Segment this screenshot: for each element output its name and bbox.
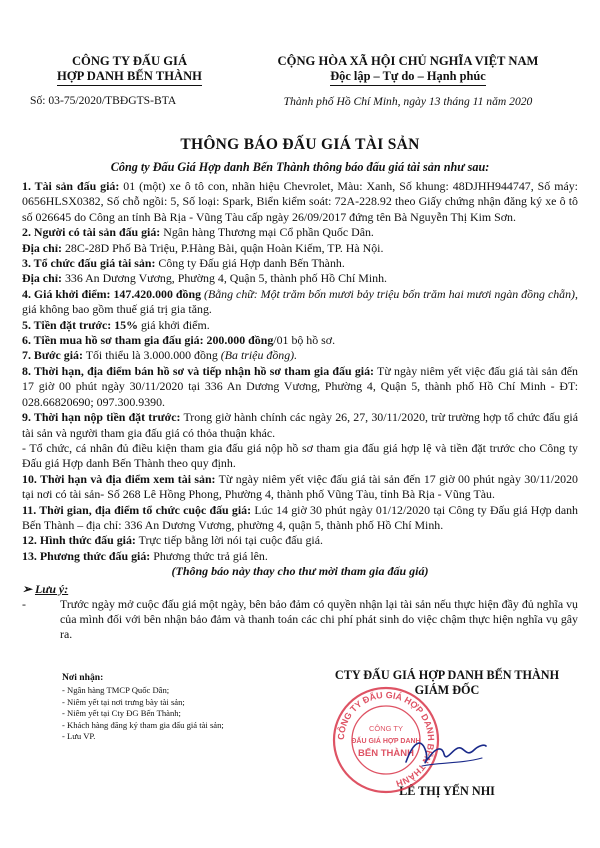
item-5: 5. Tiền đặt trước: 15% giá khởi điểm. — [22, 317, 210, 332]
item-11: 11. Thời gian, địa điểm tổ chức cuộc đấu giá: Lúc 14 giờ 30 phút ngày 01/12/2020 tại Công ty Đấu giá Hợp danh Bến Thành – địa chỉ: 336 An Dương Vương, phường 4, quận 5, thành phố Hồ Chí Minh. — [22, 502, 578, 532]
item-2: 2. Người có tài sản đấu giá: Ngân hàng Thương mại Cổ phần Quốc Dân. — [22, 225, 374, 240]
stamp-ring-text: CÔNG TY ĐẤU GIÁ HỢP DANH BẾN THÀNH — [335, 689, 437, 789]
national-heading-block — [238, 54, 578, 108]
item-8: 8. Thời hạn, địa điểm bán hồ sơ và tiếp nhận hồ sơ tham gia đấu giá: Từ ngày niêm yết việc đấu giá tài sản đến 17 giờ 00 phút ngày 30/11/2020 tại 336 An Dương Vương, Phường 4, Quận 5, thành phố Hồ Chí Minh - ĐT: 028.66820690; 097.300.9390. — [22, 363, 578, 409]
signer-name: LÊ THỊ YẾN NHI — [399, 784, 495, 798]
item-13: 13. Phương thức đấu giá: Phương thức trả giá lên. — [22, 548, 268, 563]
recipients-block — [62, 672, 224, 742]
stamp-center-line1: CÔNG TY — [368, 724, 404, 733]
document-title: THÔNG BÁO ĐẤU GIÁ TÀI SẢN — [180, 136, 420, 153]
recipient-item: - Khách hàng đăng ký tham gia đấu giá tài sản; — [62, 719, 224, 730]
document-header — [22, 54, 578, 108]
national-motto: Độc lập – Tự do – Hạnh phúc — [330, 69, 486, 86]
issuer-block — [22, 54, 237, 108]
recipient-item: - Niêm yết tại nơi trưng bày tài sản; — [62, 696, 185, 707]
notice-remark — [22, 582, 578, 643]
signer-role: GIÁM ĐỐC — [414, 683, 480, 697]
invitation-note: (Thông báo này thay cho thư mời tham gia đấu giá) — [171, 564, 429, 579]
arrow-bullet-icon: ➢ — [22, 581, 32, 596]
item-3-address: Địa chỉ: 336 An Dương Vương, Phường 4, Quận 5, thành phố Hồ Chí Minh. — [22, 271, 387, 286]
document-number: Số: 03-75/2020/TBĐGTS-BTA — [30, 94, 177, 107]
item-3: 3. Tổ chức đấu giá tài sản: Công ty Đấu giá Hợp danh Bến Thành. — [22, 256, 345, 271]
place-and-date: Thành phố Hồ Chí Minh, ngày 13 tháng 11 năm 2020 — [283, 95, 533, 108]
item-4: 4. Giá khởi điểm: 147.420.000 đồng (Bằng chữ: Một trăm bốn mươi bảy triệu bốn trăm hai mươi ngàn đồng chẵn), giá không bao gồm thuế giá trị gia tăng. — [22, 286, 578, 317]
stamp-center-line3: BẾN THÀNH — [358, 748, 414, 759]
notice-body — [22, 179, 578, 580]
remark-text: Trước ngày mở cuộc đấu giá một ngày, bên bảo đảm có quyền nhận lại tài sản nếu thực hiện đầy đủ nghĩa vụ của mình đối với bên nhận bảo đảm và thanh toán các chi phí phát sinh do việc chậm thực hiện nghĩa vụ gây ra. — [60, 596, 578, 642]
recipient-item: - Lưu VP. — [62, 731, 96, 742]
remark-dash: - — [22, 596, 26, 611]
item-6: 6. Tiền mua hồ sơ tham gia đấu giá: 200.000 đồng/01 bộ hồ sơ. — [22, 333, 336, 348]
item-2-address: Địa chỉ: 28C-28D Phố Bà Triệu, P.Hàng Bài, quận Hoàn Kiếm, TP. Hà Nội. — [22, 240, 384, 255]
company-name-line2: HỢP DANH BẾN THÀNH — [57, 69, 202, 86]
recipient-item: - Ngân hàng TMCP Quốc Dân; — [62, 685, 170, 696]
item-12: 12. Hình thức đấu giá: Trực tiếp bằng lời nói tại cuộc đấu giá. — [22, 533, 323, 548]
signer-organization: CTY ĐẤU GIÁ HỢP DANH BẾN THÀNH — [334, 668, 560, 682]
national-title: CỘNG HÒA XÃ HỘI CHỦ NGHĨA VIỆT NAM — [277, 54, 539, 68]
recipients-heading: Nơi nhận: — [62, 672, 104, 683]
handwritten-signature — [400, 728, 490, 778]
item-9: 9. Thời hạn nộp tiền đặt trước: Trong giờ hành chính các ngày 26, 27, 30/11/2020, trừ trường hợp tổ chức đấu giá tài sản và người tham gia đấu giá có thỏa thuận khác. — [22, 410, 578, 440]
item-1: 1. Tài sản đấu giá: 01 (một) xe ô tô con, nhãn hiệu Chevrolet, Màu: Xanh, Số khung: 48DJHH944747, Số máy: 0656HLSX0382, Số chỗ ngồi: 5, Số loại: Spark, Biển kiểm soát: 72A-228.92 theo Giấy chứng nhận đăng ký xe ô tô số 026645 do Công an tỉnh Bà Rịa - Vũng Tàu cấp ngày 26/09/2017 đứng tên Bà Nguyễn Thị Kim Sơn. — [22, 179, 578, 224]
company-name-line1: CÔNG TY ĐẤU GIÁ — [71, 54, 188, 68]
remark-label: Lưu ý: — [34, 581, 69, 596]
intro-line: Công ty Đấu Giá Hợp danh Bến Thành thông báo đấu giá tài sản như sau: — [110, 160, 490, 174]
item-7: 7. Bước giá: Tối thiểu là 3.000.000 đồng (Ba triệu đồng). — [22, 348, 298, 363]
stamp-center-line2: ĐẤU GIÁ HỢP DANH — [351, 738, 421, 745]
recipient-item: - Niêm yết tại Cty ĐG Bến Thành; — [62, 708, 181, 719]
item-9-extra: - Tổ chức, cá nhân đủ điều kiện tham gia đấu giá nộp hồ sơ tham gia đấu giá hợp lệ và tiền đặt trước cho Công ty Đấu giá Hợp danh Bến Thành theo quy định. — [22, 440, 578, 471]
item-10: 10. Thời hạn và địa điểm xem tài sản: Từ ngày niêm yết việc đấu giá tài sản đến 17 giờ 00 phút ngày 30/11/2020 tại nơi có tài sản- Số 268 Lê Hồng Phong, Phường 4, thành phố Vũng Tàu, tỉnh Bà Rịa - Vũng Tàu. — [22, 471, 578, 502]
